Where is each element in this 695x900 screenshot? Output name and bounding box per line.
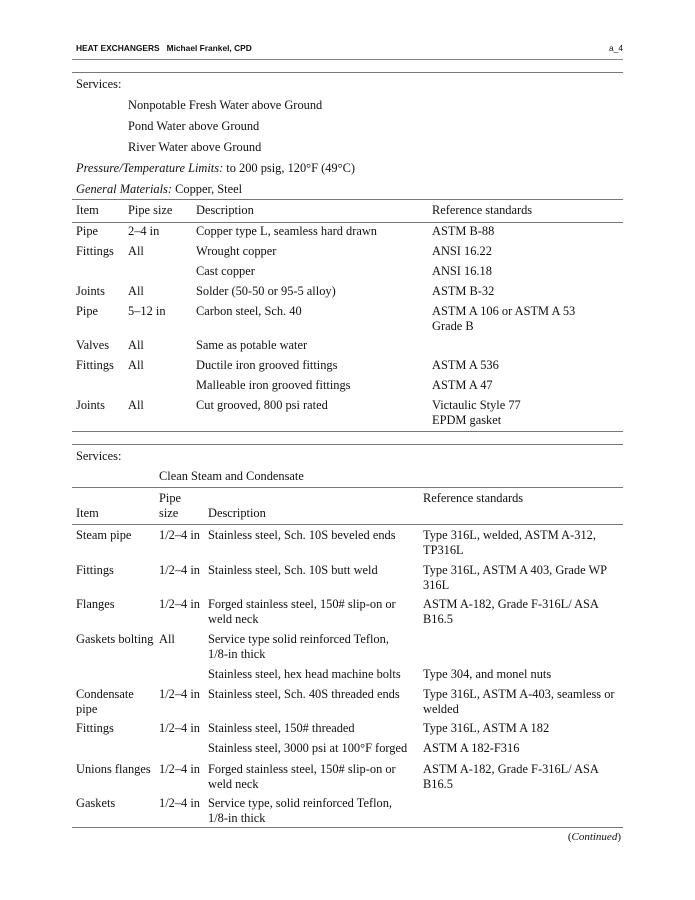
service-item: Nonpotable Fresh Water above Ground bbox=[128, 98, 323, 112]
size-cell: 1/2–4 in bbox=[159, 762, 200, 776]
item-cell: Pipe bbox=[76, 304, 99, 318]
materials-label: General Materials: bbox=[76, 182, 173, 196]
ref-cell: ANSI 16.18 bbox=[432, 264, 492, 278]
item-cell: Fittings bbox=[76, 721, 114, 735]
ref-cell: ASTM A 182-F316 bbox=[423, 741, 520, 755]
ref-cell: ASTM A 47 bbox=[432, 378, 493, 392]
item-cell: Pipe bbox=[76, 224, 99, 238]
desc-cell: Malleable iron grooved fittings bbox=[196, 378, 351, 392]
size-cell: 2–4 in bbox=[128, 224, 160, 238]
ref-cell: ASTM A-182, Grade F-316L/ ASA B16.5 bbox=[423, 762, 599, 791]
size-cell: All bbox=[128, 244, 144, 258]
table2-header-ref: Reference standards bbox=[423, 491, 524, 505]
materials-value: Copper, Steel bbox=[172, 182, 243, 196]
table2-top-rule bbox=[72, 487, 623, 488]
desc-cell: Wrought copper bbox=[196, 244, 277, 258]
item-cell: Steam pipe bbox=[76, 528, 132, 542]
desc-cell: Cut grooved, 800 psi rated bbox=[196, 398, 328, 412]
size-cell: 1/2–4 in bbox=[159, 528, 200, 542]
desc-cell: Carbon steel, Sch. 40 bbox=[196, 304, 302, 318]
item-cell: Condensate pipe bbox=[76, 687, 134, 716]
table1-header-item: Item bbox=[76, 203, 99, 217]
desc-cell: Stainless steel, Sch. 10S butt weld bbox=[208, 563, 378, 577]
desc-cell: Service type solid reinforced Teflon, 1/8-in thick bbox=[208, 632, 389, 661]
size-cell: 1/2–4 in bbox=[159, 687, 200, 701]
table2-header-rule bbox=[72, 524, 623, 525]
size-cell: All bbox=[128, 398, 144, 412]
ref-cell: Type 316L, welded, ASTM A-312, TP316L bbox=[423, 528, 596, 557]
ref-cell: ASTM A 536 bbox=[432, 358, 499, 372]
pressure-label: Pressure/Temperature Limits: bbox=[76, 161, 224, 175]
desc-cell: Service type, solid reinforced Teflon, 1/8-in thick bbox=[208, 796, 393, 825]
desc-cell: Same as potable water bbox=[196, 338, 308, 352]
desc-cell: Cast copper bbox=[196, 264, 255, 278]
header-title: HEAT EXCHANGERS bbox=[76, 43, 160, 53]
table1-top-rule bbox=[72, 199, 623, 200]
ref-cell: ASTM A-182, Grade F-316L/ ASA B16.5 bbox=[423, 597, 599, 626]
pressure-limits bbox=[76, 161, 355, 176]
pressure-value: to 200 psig, 120°F (49°C) bbox=[223, 161, 355, 175]
desc-cell: Stainless steel, hex head machine bolts bbox=[208, 667, 401, 681]
ref-cell: Type 316L, ASTM A-403, seamless or welded bbox=[423, 687, 615, 716]
table2-header-size: Pipe size bbox=[159, 491, 182, 520]
table2-header-desc: Description bbox=[208, 506, 266, 520]
ref-cell: Type 316L, ASTM A 403, Grade WP 316L bbox=[423, 563, 607, 592]
desc-cell: Stainless steel, Sch. 40S threaded ends bbox=[208, 687, 400, 701]
table2-bottom-rule bbox=[72, 827, 623, 828]
table1-bottom-rule bbox=[72, 431, 623, 432]
size-cell: 1/2–4 in bbox=[159, 796, 200, 810]
running-header bbox=[76, 43, 623, 53]
continued-note: (Continued) bbox=[567, 831, 621, 843]
table1-header-size: Pipe size bbox=[128, 203, 173, 217]
size-cell: All bbox=[128, 358, 144, 372]
table1-header-desc: Description bbox=[196, 203, 254, 217]
desc-cell: Solder (50-50 or 95-5 alloy) bbox=[196, 284, 336, 298]
size-cell: 1/2–4 in bbox=[159, 563, 200, 577]
item-cell: Flanges bbox=[76, 597, 115, 611]
item-cell: Gaskets bolting bbox=[76, 632, 154, 646]
desc-cell: Copper type L, seamless hard drawn bbox=[196, 224, 377, 238]
ref-cell: ASTM B-88 bbox=[432, 224, 495, 238]
header-author: Michael Frankel, CPD bbox=[166, 43, 252, 53]
item-cell: Fittings bbox=[76, 244, 114, 258]
header-rule bbox=[72, 59, 623, 60]
service-item: River Water above Ground bbox=[128, 140, 262, 154]
item-cell: Unions flanges bbox=[76, 762, 151, 776]
item-cell: Valves bbox=[76, 338, 110, 352]
service-item: Pond Water above Ground bbox=[128, 119, 260, 133]
section2-services-label: Services: bbox=[76, 449, 122, 463]
size-cell: 1/2–4 in bbox=[159, 721, 200, 735]
table1-header-ref: Reference standards bbox=[432, 203, 533, 217]
item-cell: Gaskets bbox=[76, 796, 116, 810]
desc-cell: Forged stainless steel, 150# slip-on or weld neck bbox=[208, 762, 396, 791]
item-cell: Joints bbox=[76, 284, 105, 298]
continued-text: Continued bbox=[571, 831, 618, 843]
service-item: Clean Steam and Condensate bbox=[159, 469, 304, 483]
section1-services-label: Services: bbox=[76, 77, 122, 91]
ref-cell: ASTM A 106 or ASTM A 53 Grade B bbox=[432, 304, 576, 333]
item-cell: Fittings bbox=[76, 563, 114, 577]
item-cell: Joints bbox=[76, 398, 105, 412]
ref-cell: ASTM B-32 bbox=[432, 284, 495, 298]
page-id: a_4 bbox=[609, 43, 623, 53]
table2-header-item: Item bbox=[76, 506, 99, 520]
general-materials bbox=[76, 182, 242, 197]
section2-top-rule bbox=[72, 444, 623, 445]
desc-cell: Ductile iron grooved fittings bbox=[196, 358, 338, 372]
desc-cell: Stainless steel, 150# threaded bbox=[208, 721, 355, 735]
table1-header-rule bbox=[72, 222, 623, 223]
size-cell: 5–12 in bbox=[128, 304, 166, 318]
size-cell: All bbox=[128, 338, 144, 352]
ref-cell: ANSI 16.22 bbox=[432, 244, 492, 258]
item-cell: Fittings bbox=[76, 358, 114, 372]
desc-cell: Forged stainless steel, 150# slip-on or weld neck bbox=[208, 597, 396, 626]
desc-cell: Stainless steel, 3000 psi at 100°F forged bbox=[208, 741, 408, 755]
ref-cell: Type 316L, ASTM A 182 bbox=[423, 721, 550, 735]
size-cell: All bbox=[159, 632, 175, 646]
section1-top-rule bbox=[72, 72, 623, 73]
ref-cell: Victaulic Style 77 EPDM gasket bbox=[432, 398, 521, 427]
desc-cell: Stainless steel, Sch. 10S beveled ends bbox=[208, 528, 396, 542]
size-cell: All bbox=[128, 284, 144, 298]
ref-cell: Type 304, and monel nuts bbox=[423, 667, 552, 681]
size-cell: 1/2–4 in bbox=[159, 597, 200, 611]
